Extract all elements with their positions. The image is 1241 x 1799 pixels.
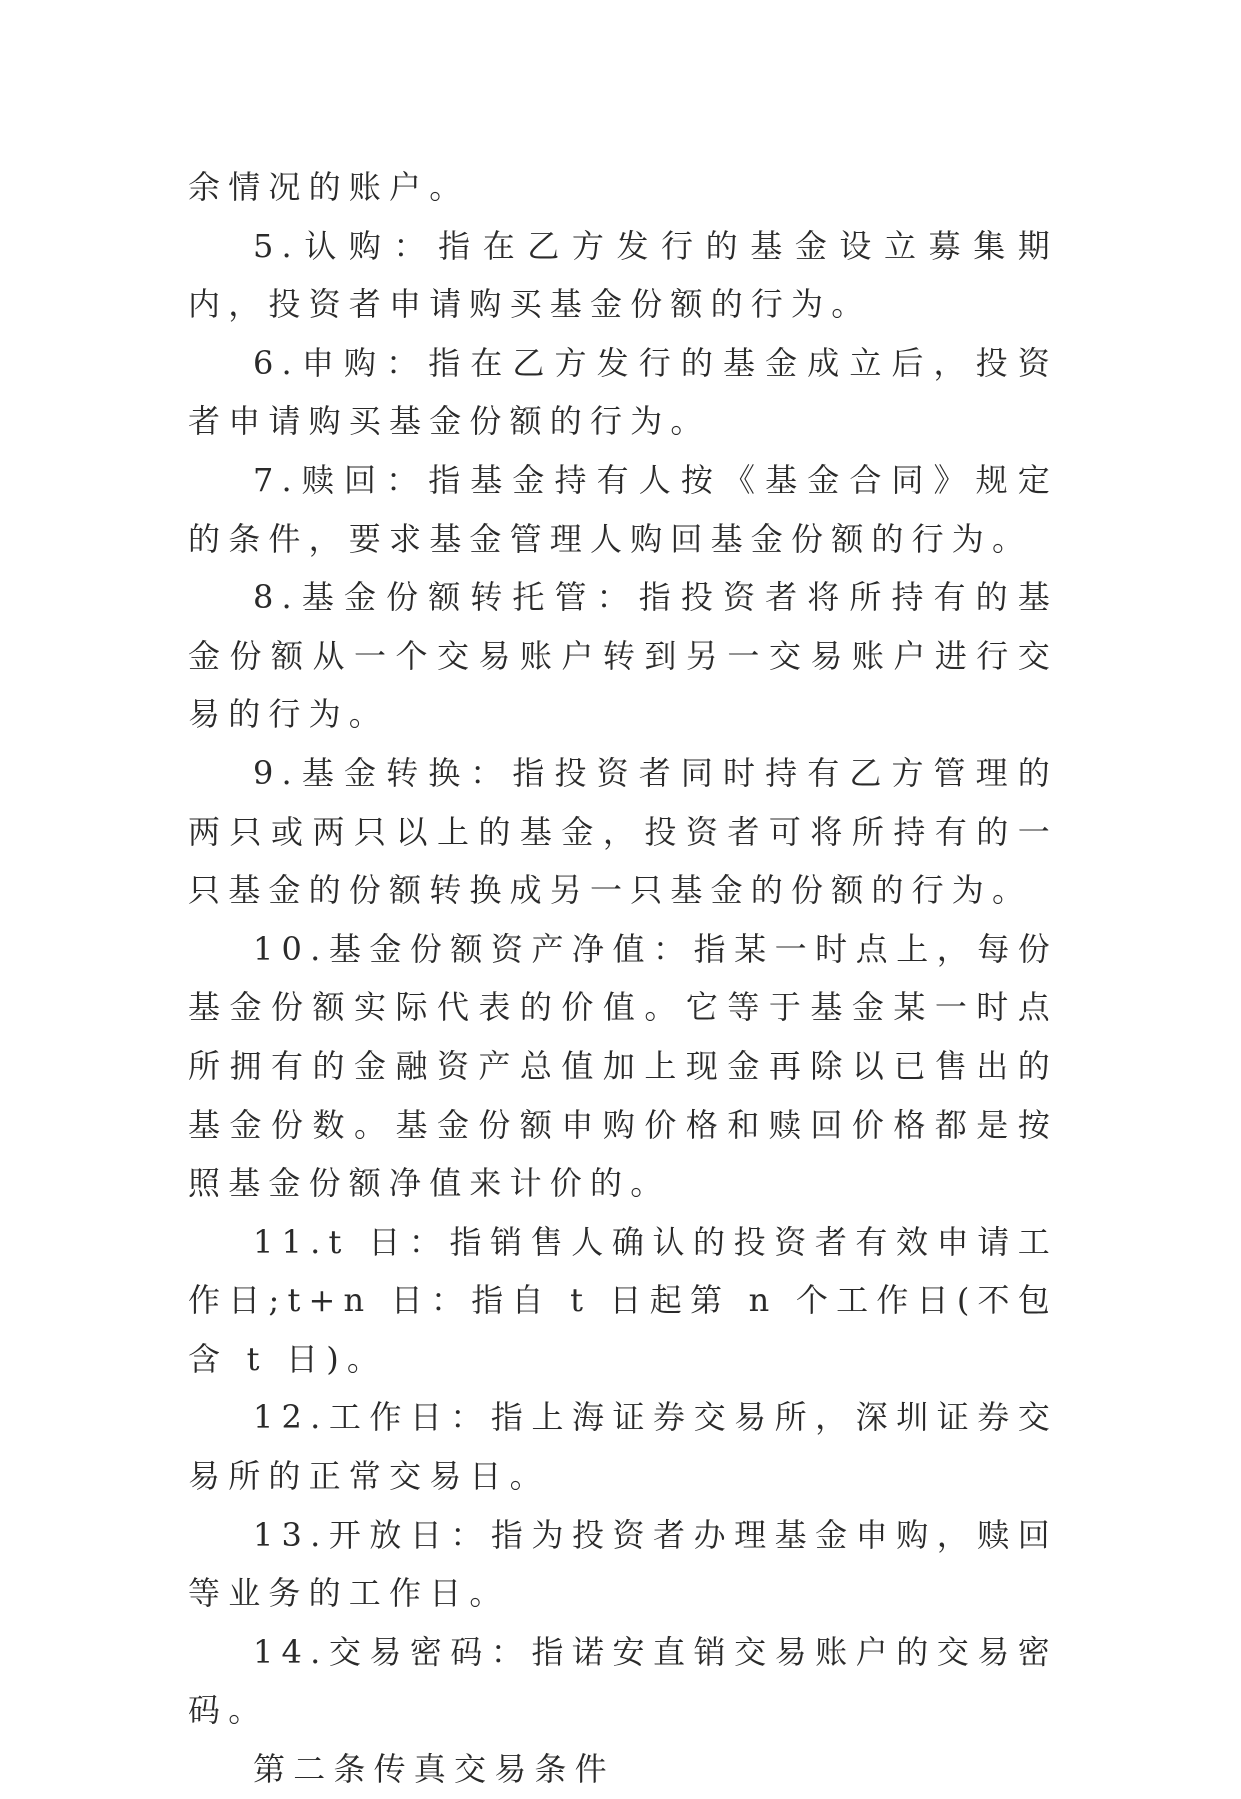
paragraph-item-12: 12.工作日：指上海证券交易所，深圳证券交易所的正常交易日。 xyxy=(188,1398,1058,1496)
section-heading: 第二条传真交易条件 xyxy=(253,1750,615,1789)
document-body xyxy=(188,158,1058,1799)
paragraph-item-8: 8.基金份额转托管：指投资者将所持有的基金份额从一个交易账户转到另一交易账户进行交易的行为。 xyxy=(188,578,1058,734)
paragraph-item-11: 11.t 日：指销售人确认的投资者有效申请工作日;t+n 日：指自 t 日起第 n 个工作日(不包含 t 日)。 xyxy=(188,1222,1058,1378)
paragraph-continuation: 余情况的账户。 xyxy=(188,168,470,206)
paragraph-item-6: 6.申购：指在乙方发行的基金成立后，投资者申请购买基金份额的行为。 xyxy=(188,343,1058,441)
paragraph-item-13: 13.开放日：指为投资者办理基金申购，赎回等业务的工作日。 xyxy=(188,1515,1058,1613)
paragraph-item-10: 10.基金份额资产净值：指某一时点上，每份基金份额实际代表的价值。它等于基金某一时点所拥有的金融资产总值加上现金再除以已售出的基金份数。基金份额申购价格和赎回价格都是按照基金份额净值来计价的。 xyxy=(188,929,1058,1203)
paragraph-item-9: 9.基金转换：指投资者同时持有乙方管理的两只或两只以上的基金，投资者可将所持有的一只基金的份额转换成另一只基金的份额的行为。 xyxy=(188,753,1058,910)
paragraph-item-7: 7.赎回：指基金持有人按《基金合同》规定的条件，要求基金管理人购回基金份额的行为。 xyxy=(188,460,1058,558)
paragraph-item-14: 14.交易密码：指诺安直销交易账户的交易密码。 xyxy=(188,1632,1058,1730)
paragraph-item-5: 5.认购：指在乙方发行的基金设立募集期内，投资者申请购买基金份额的行为。 xyxy=(188,226,1058,324)
